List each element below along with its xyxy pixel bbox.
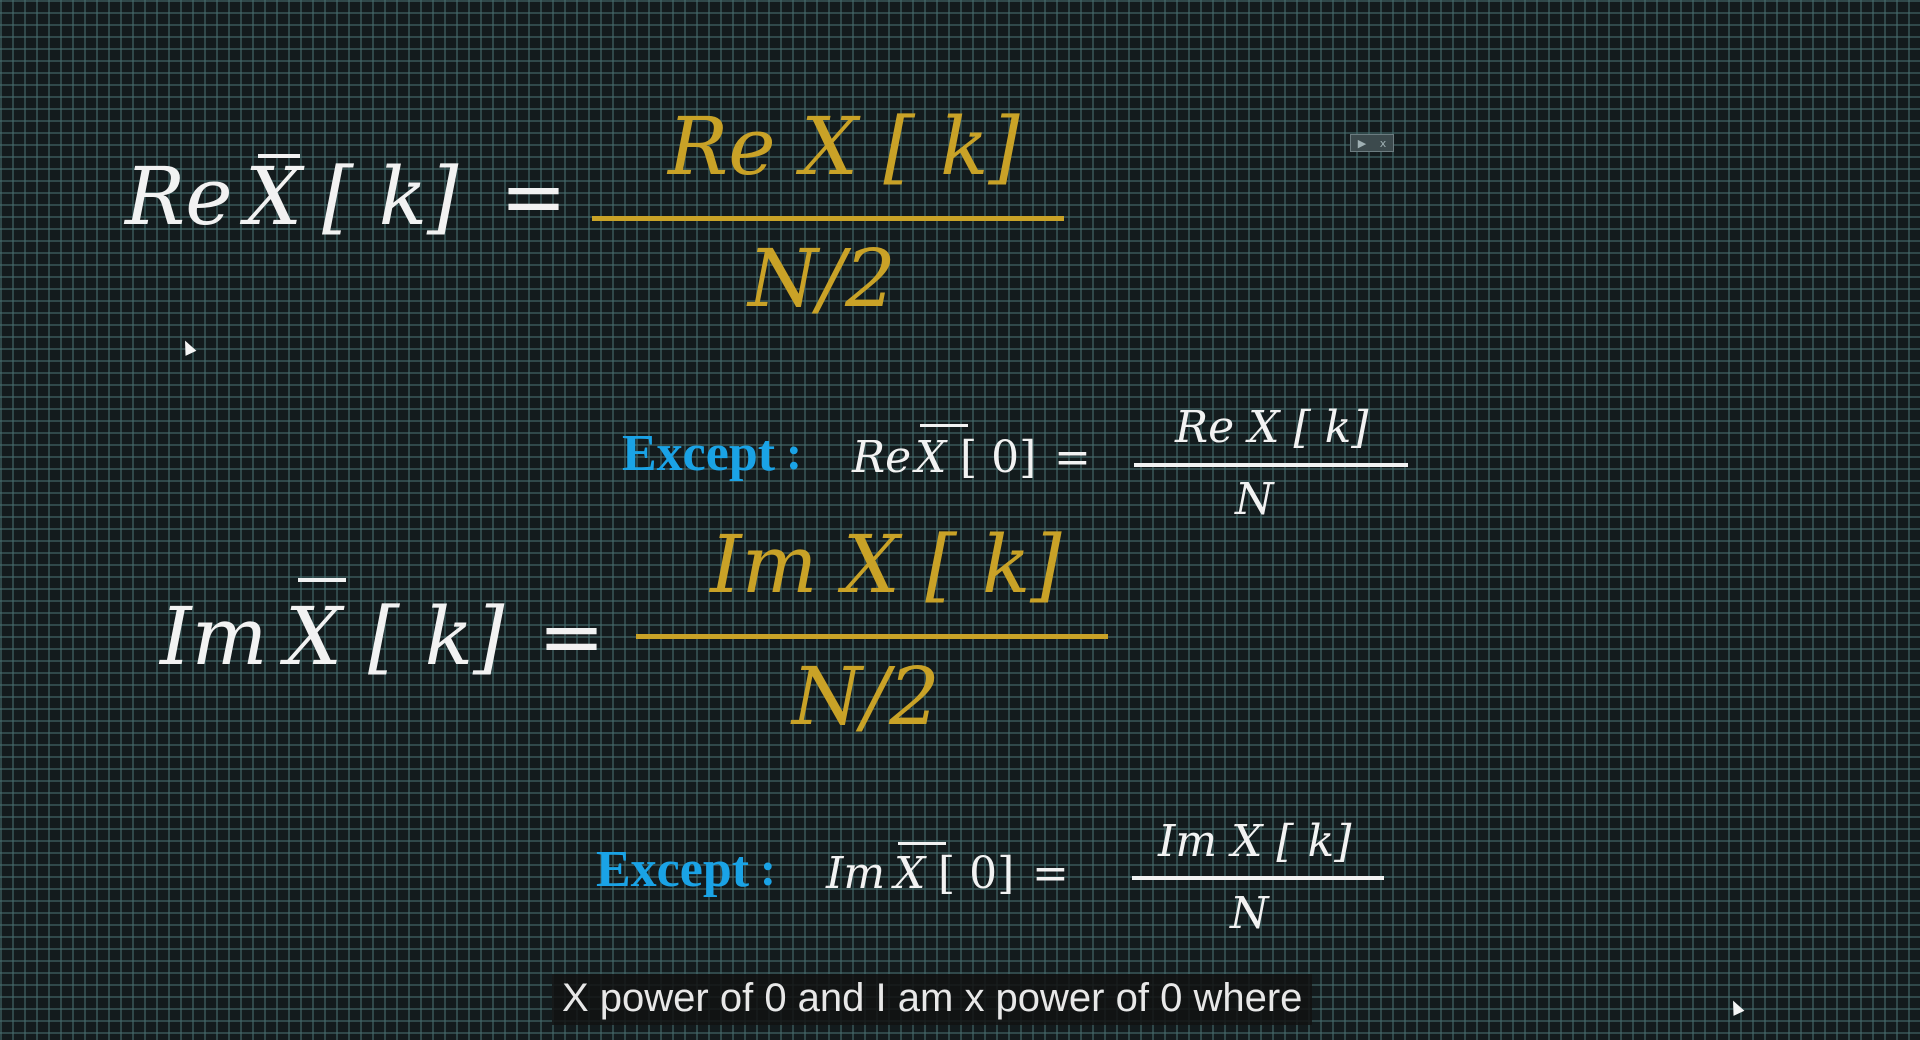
subtitle-caption: X power of 0 and I am x power of 0 where — [552, 974, 1312, 1025]
eq2-equals: = — [538, 590, 606, 683]
eq1-lhs-index: [ k] — [322, 150, 459, 243]
eq1-lhs-x: X — [245, 150, 302, 243]
except2-lhs-index: [ 0] — [938, 848, 1015, 899]
except1-lhs-re: Re — [852, 432, 912, 483]
except1-overbar — [920, 424, 968, 427]
except1-numerator: Re X [ k] — [1175, 402, 1369, 453]
eq2-lhs-index: [ k] — [368, 590, 505, 683]
eq1-lhs-re: Re — [125, 150, 233, 243]
except2-colon: : — [760, 843, 776, 896]
except2-lhs-x: X — [894, 848, 926, 899]
except1-lhs-index: [ 0] — [960, 432, 1037, 483]
except2-numerator: Im X [ k] — [1158, 816, 1352, 867]
except1-denominator: N — [1235, 474, 1274, 525]
play-icon[interactable]: ▶ — [1357, 136, 1367, 150]
eq2-lhs-x: X — [285, 590, 342, 683]
mini-player-control[interactable] — [1350, 134, 1394, 152]
eq2-fraction-line — [636, 634, 1108, 639]
except2-overbar — [898, 842, 946, 845]
except1-lhs-x: X — [915, 432, 947, 483]
close-icon[interactable]: x — [1379, 136, 1387, 150]
eq2-lhs-im: Im — [160, 590, 268, 683]
mouse-cursor-icon-secondary — [1728, 998, 1745, 1016]
eq1-equals: = — [500, 150, 568, 243]
eq1-denominator: N/2 — [748, 232, 896, 325]
eq2-numerator: Im X [ k] — [710, 518, 1062, 611]
except1-label: Except — [622, 425, 776, 482]
mouse-cursor-icon — [180, 338, 197, 356]
except1-fraction-line — [1134, 463, 1408, 467]
eq1-numerator: Re X [ k] — [668, 100, 1020, 193]
except1-equals: = — [1054, 432, 1091, 483]
eq2-denominator: N/2 — [792, 650, 940, 743]
except2-lhs-im: Im — [826, 848, 886, 899]
except2-fraction-line — [1132, 876, 1384, 880]
eq1-fraction-line — [592, 216, 1064, 221]
except2-label: Except — [596, 841, 750, 898]
eq2-overbar — [298, 578, 346, 582]
except1-colon: : — [786, 427, 802, 480]
except2-denominator: N — [1230, 888, 1269, 939]
except2-equals: = — [1032, 848, 1069, 899]
